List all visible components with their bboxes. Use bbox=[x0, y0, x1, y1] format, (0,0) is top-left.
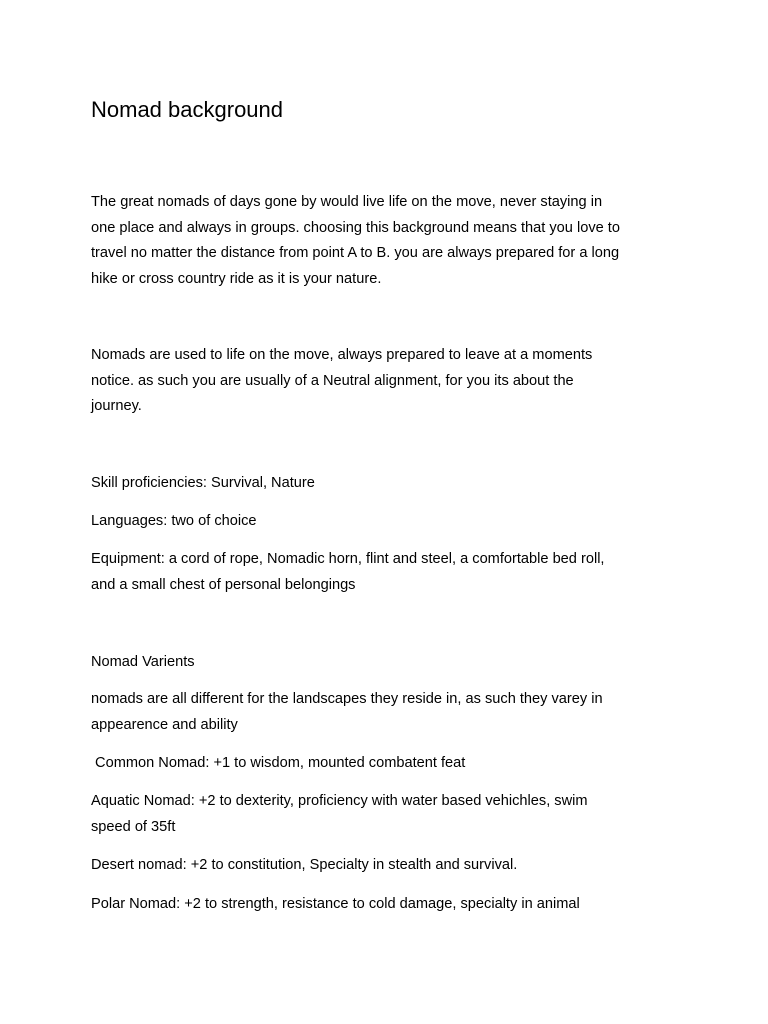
languages bbox=[91, 509, 691, 535]
aquatic-nomad-line: Aquatic Nomad: +2 to dexterity, proficiency with water based vehichles, swim bbox=[91, 793, 588, 809]
aquatic-nomad-paragraph bbox=[91, 789, 691, 840]
intro-line: The great nomads of days gone by would live life on the move, never staying in bbox=[91, 194, 603, 210]
desert-nomad-text: Desert nomad: +2 to constitution, Specialty in stealth and survival. bbox=[91, 857, 518, 873]
intro-paragraph bbox=[91, 190, 691, 292]
intro-line: one place and always in groups. choosing this background means that you love to bbox=[91, 219, 620, 236]
polar-nomad bbox=[91, 892, 691, 918]
polar-nomad-text: Polar Nomad: +2 to strength, resistance to cold damage, specialty in animal bbox=[91, 896, 580, 912]
intro-line: hike or cross country ride as it is your nature. bbox=[91, 270, 382, 287]
skill-proficiencies bbox=[91, 471, 691, 497]
alignment-line: notice. as such you are usually of a Neutral alignment, for you its about the bbox=[91, 372, 574, 389]
variants-intro-paragraph bbox=[91, 687, 691, 738]
equipment-paragraph bbox=[91, 547, 691, 598]
desert-nomad bbox=[91, 853, 691, 879]
variants-heading-text: Nomad Varients bbox=[91, 654, 195, 670]
variants-heading bbox=[91, 650, 691, 676]
document-title: Nomad background bbox=[91, 97, 284, 122]
alignment-paragraph bbox=[91, 343, 691, 420]
equipment-line: and a small chest of personal belongings bbox=[91, 576, 356, 593]
languages-text: Languages: two of choice bbox=[91, 513, 257, 529]
intro-line: travel no matter the distance from point A to B. you are always prepared for a long bbox=[91, 245, 620, 262]
equipment-line: Equipment: a cord of rope, Nomadic horn, flint and steel, a comfortable bed roll, bbox=[91, 551, 605, 567]
alignment-line: journey. bbox=[91, 398, 142, 415]
alignment-line: Nomads are used to life on the move, always prepared to leave at a moments bbox=[91, 347, 593, 363]
common-nomad bbox=[91, 751, 691, 777]
variants-intro-line: appearence and ability bbox=[91, 716, 238, 733]
common-nomad-text: Common Nomad: +1 to wisdom, mounted combatent feat bbox=[91, 755, 466, 771]
aquatic-nomad-line: speed of 35ft bbox=[91, 818, 176, 835]
variants-intro-line: nomads are all different for the landscapes they reside in, as such they varey in bbox=[91, 691, 603, 707]
skill-proficiencies-text: Skill proficiencies: Survival, Nature bbox=[91, 475, 315, 491]
